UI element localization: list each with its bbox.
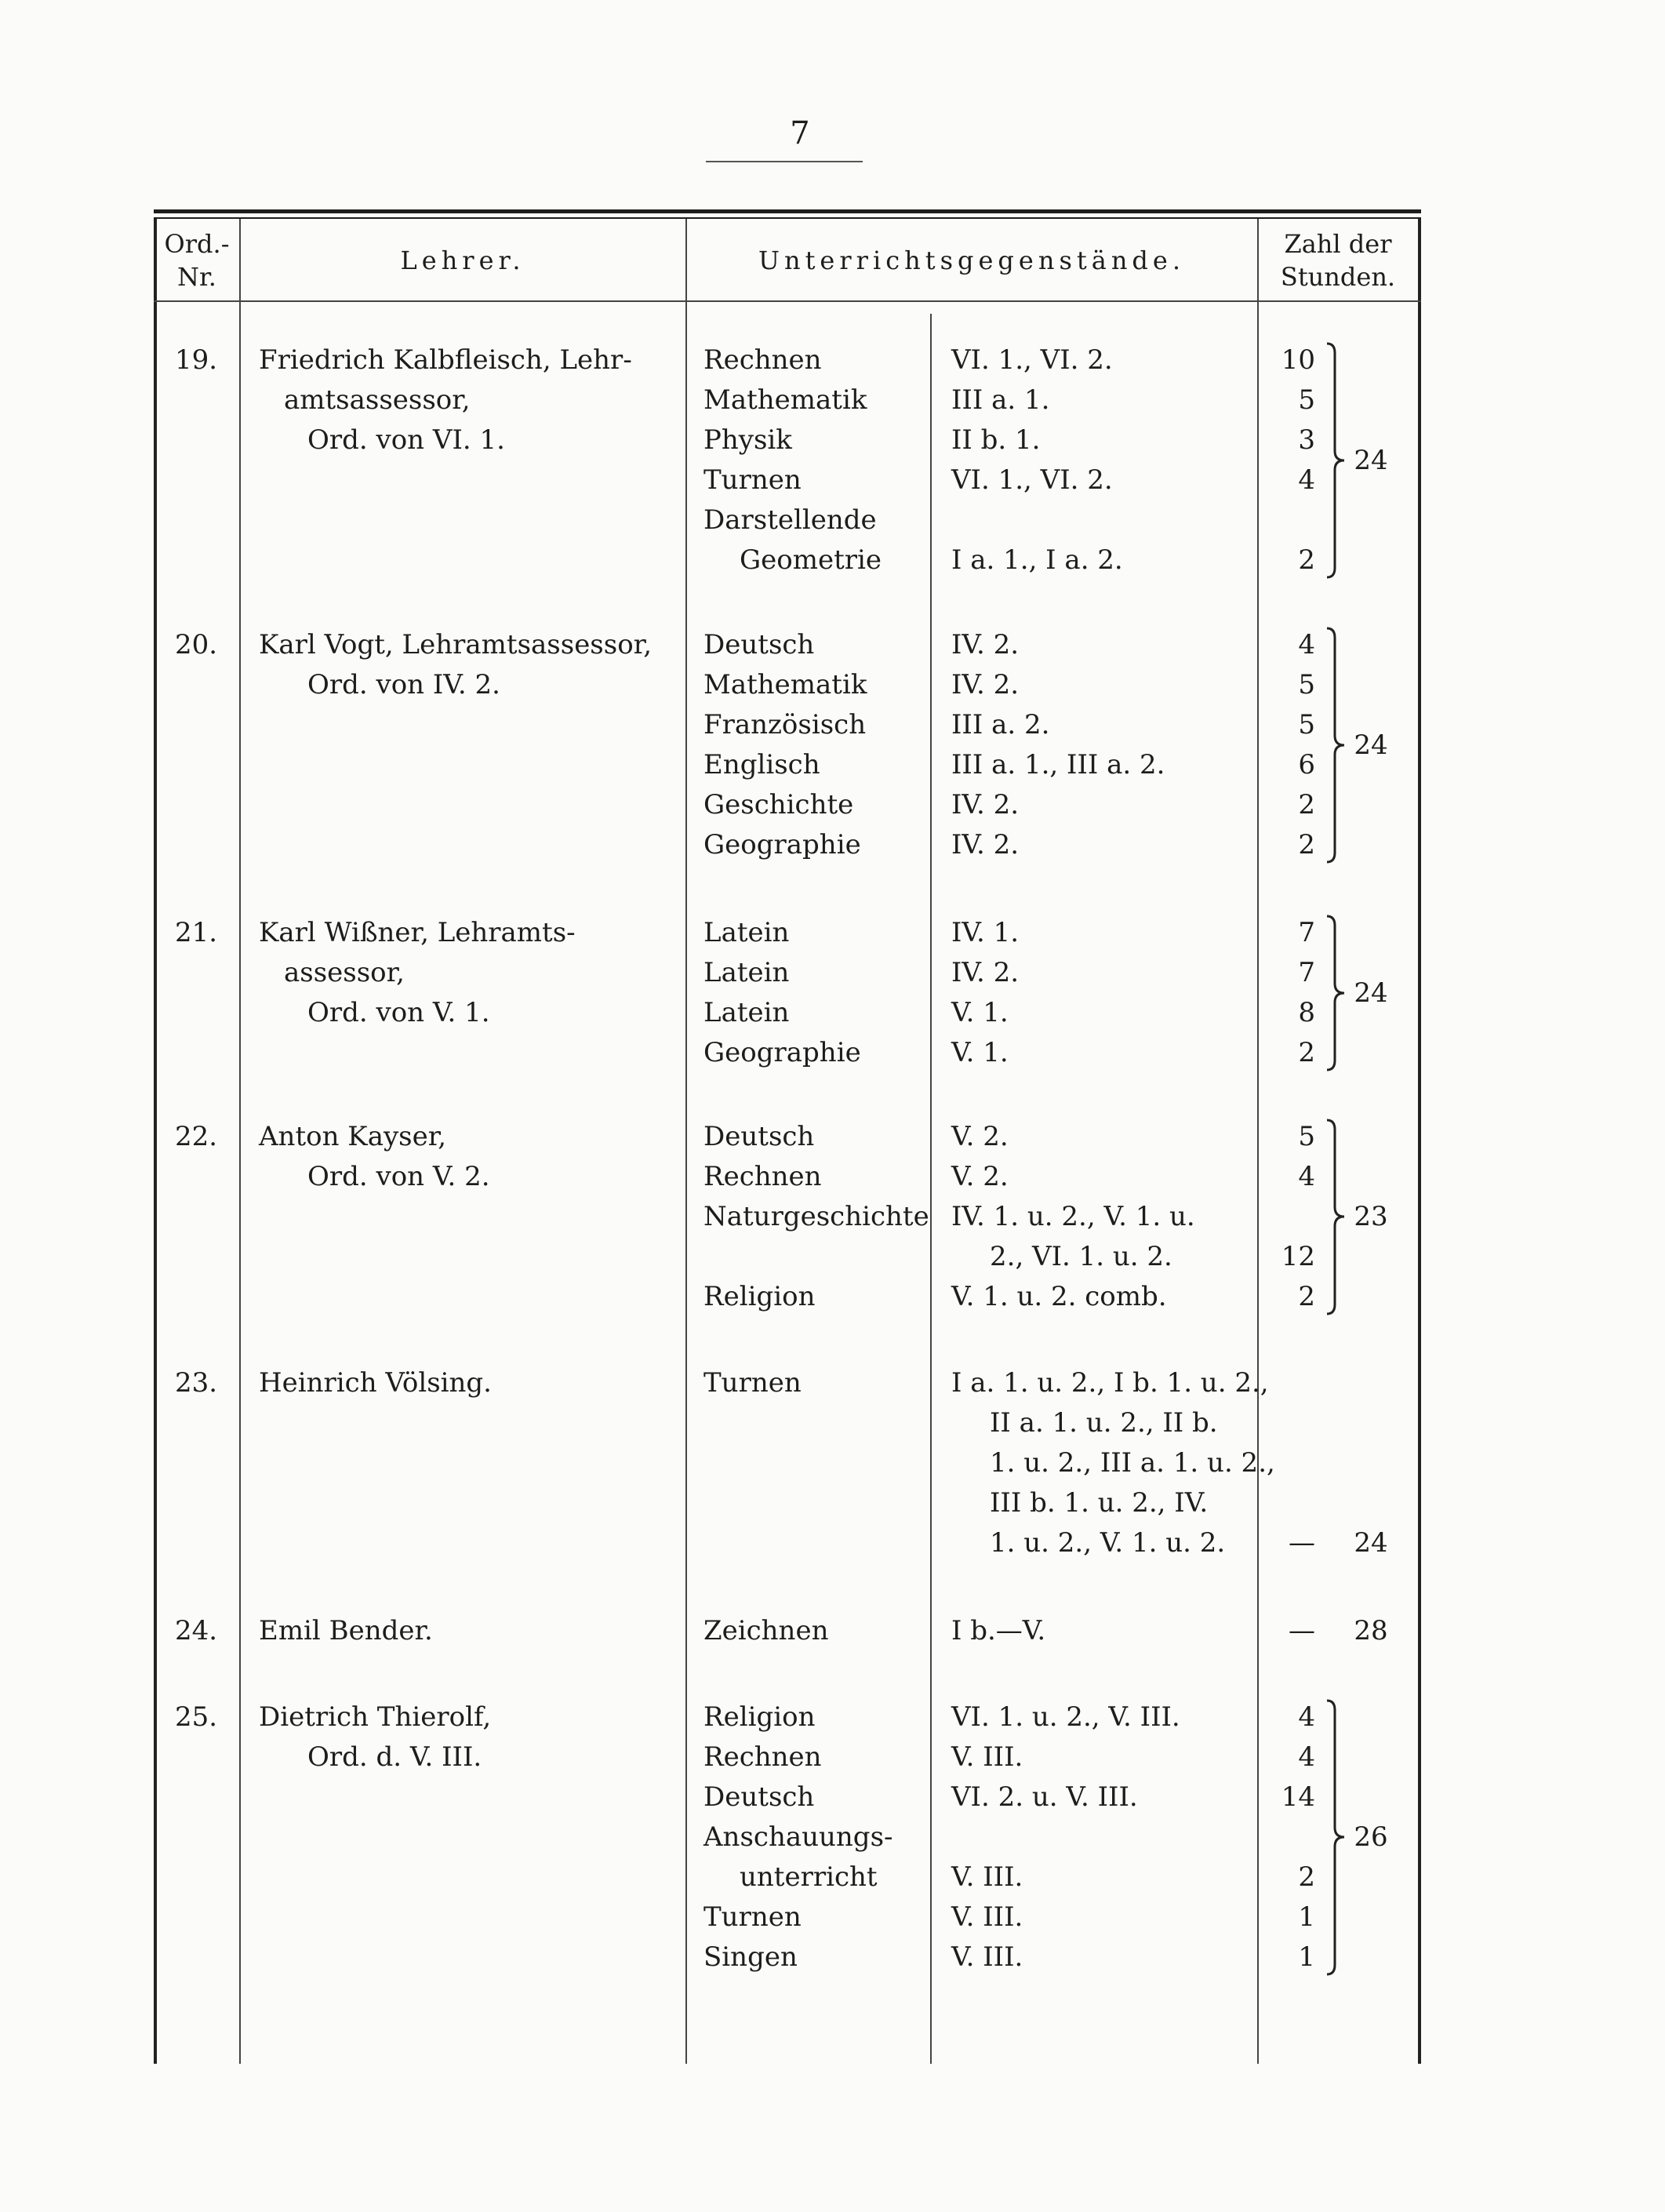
hours: 3 xyxy=(1298,424,1315,456)
class: IV. 2. xyxy=(951,669,1020,700)
class: V. 2. xyxy=(951,1121,1009,1152)
entry-number: 25. xyxy=(174,1701,218,1733)
teacher-title-line: assessor, xyxy=(284,957,405,988)
class: VI. 1. u. 2., V. III. xyxy=(951,1701,1180,1733)
class-continued: III b. 1. u. 2., IV. xyxy=(990,1487,1209,1519)
hours: 4 xyxy=(1298,464,1315,496)
col-divider-nr xyxy=(239,219,241,2064)
hours: 1 xyxy=(1298,1941,1315,1973)
subject: Englisch xyxy=(703,749,820,780)
class: V. III. xyxy=(951,1861,1023,1893)
header-hours xyxy=(1259,227,1417,293)
teacher-name-line: Karl Vogt, Lehramtsassessor, xyxy=(259,629,653,660)
class: IV. 1. u. 2., V. 1. u. xyxy=(951,1201,1195,1232)
hours: 10 xyxy=(1281,344,1315,376)
hours: 2 xyxy=(1298,1861,1315,1893)
class: III a. 1. xyxy=(951,384,1050,416)
page-number-rule xyxy=(706,161,863,162)
subject: Rechnen xyxy=(703,1741,822,1773)
class: I b.—V. xyxy=(951,1615,1046,1646)
hours: 4 xyxy=(1298,629,1315,660)
hours: 2 xyxy=(1298,544,1315,576)
teacher-ordinarius-line: Ord. von IV. 2. xyxy=(307,669,500,700)
subject: Turnen xyxy=(703,1367,802,1399)
total-hours: 23 xyxy=(1354,1201,1388,1232)
header-subjects: Unterrichtsgegenstände. xyxy=(758,246,1186,275)
subject: Geometrie xyxy=(740,544,882,576)
table-left-border xyxy=(154,219,157,2064)
hours: 14 xyxy=(1281,1781,1315,1813)
class: V. III. xyxy=(951,1901,1023,1933)
subject: Geographie xyxy=(703,1037,861,1068)
table-right-border xyxy=(1418,219,1421,2064)
subject: Turnen xyxy=(703,1901,802,1933)
class: VI. 2. u. V. III. xyxy=(951,1781,1138,1813)
entry-number: 21. xyxy=(174,917,218,948)
subject: Anschauungs- xyxy=(703,1821,893,1853)
hours: 2 xyxy=(1298,1037,1315,1068)
teacher-name-line: Heinrich Völsing. xyxy=(259,1367,492,1399)
class-continued: 1. u. 2., V. 1. u. 2. xyxy=(990,1527,1226,1559)
col-divider-hours xyxy=(1257,219,1259,2064)
teacher-ordinarius-line: Ord. von V. 2. xyxy=(307,1161,490,1192)
subject: Deutsch xyxy=(703,1121,815,1152)
class: I a. 1. u. 2., I b. 1. u. 2., xyxy=(951,1367,1269,1399)
class: V. III. xyxy=(951,1941,1023,1973)
class: V. 1. xyxy=(951,997,1009,1028)
entry-number: 22. xyxy=(174,1121,218,1152)
teacher-ordinarius-line: Ord. d. V. III. xyxy=(307,1741,482,1773)
subject: Rechnen xyxy=(703,344,822,376)
teacher-name-line: Friedrich Kalbfleisch, Lehr- xyxy=(259,344,632,376)
class: IV. 2. xyxy=(951,629,1020,660)
subject: unterricht xyxy=(740,1861,878,1893)
hours: 7 xyxy=(1298,917,1315,948)
total-hours: 28 xyxy=(1354,1615,1388,1646)
subject: Mathematik xyxy=(703,669,867,700)
teacher-title-line: amtsassessor, xyxy=(284,384,471,416)
total-hours: 24 xyxy=(1354,729,1388,761)
class: IV. 2. xyxy=(951,789,1020,820)
subject: Physik xyxy=(703,424,792,456)
class: V. 1. u. 2. comb. xyxy=(951,1281,1167,1312)
entry-number: 19. xyxy=(174,344,218,376)
hours: 5 xyxy=(1298,1121,1315,1152)
teacher-name-line: Karl Wißner, Lehramts- xyxy=(259,917,576,948)
hours: 6 xyxy=(1298,749,1315,780)
header-hours-line1: Zahl der xyxy=(1284,229,1392,259)
hours: 2 xyxy=(1298,789,1315,820)
subject: Turnen xyxy=(703,464,802,496)
subject: Rechnen xyxy=(703,1161,822,1192)
subject: Singen xyxy=(703,1941,798,1973)
hours: 5 xyxy=(1298,709,1315,740)
teacher-ordinarius-line: Ord. von VI. 1. xyxy=(307,424,505,456)
hours: 4 xyxy=(1298,1701,1315,1733)
total-hours: 24 xyxy=(1354,1527,1388,1559)
teacher-name-line: Anton Kayser, xyxy=(259,1121,447,1152)
hours: — xyxy=(1289,1615,1315,1646)
header-ord-line1: Ord.- xyxy=(164,229,230,259)
class: VI. 1., VI. 2. xyxy=(951,344,1113,376)
subject: Naturgeschichte xyxy=(703,1201,929,1232)
class-continued: 1. u. 2., III a. 1. u. 2., xyxy=(990,1447,1275,1479)
total-hours: 26 xyxy=(1354,1821,1388,1853)
subject: Deutsch xyxy=(703,1781,815,1813)
subject: Darstellende xyxy=(703,504,877,536)
header-hours-line2: Stunden. xyxy=(1280,262,1396,292)
hours: — xyxy=(1289,1527,1315,1559)
hours: 8 xyxy=(1298,997,1315,1028)
teacher-name-line: Emil Bender. xyxy=(259,1615,433,1646)
hours: 4 xyxy=(1298,1741,1315,1773)
table-top-rule xyxy=(154,209,1421,213)
subject: Zeichnen xyxy=(703,1615,829,1646)
entry-number: 20. xyxy=(174,629,218,660)
hours: 4 xyxy=(1298,1161,1315,1192)
subject: Deutsch xyxy=(703,629,815,660)
subject: Latein xyxy=(703,917,790,948)
hours: 5 xyxy=(1298,384,1315,416)
subject: Mathematik xyxy=(703,384,867,416)
hours: 2 xyxy=(1298,1281,1315,1312)
header-ord-nr xyxy=(155,227,238,293)
page-number: 7 xyxy=(790,115,810,151)
class: III a. 1., III a. 2. xyxy=(951,749,1165,780)
col-divider-subject xyxy=(930,314,932,2064)
subject: Latein xyxy=(703,997,790,1028)
teacher-ordinarius-line: Ord. von V. 1. xyxy=(307,997,490,1028)
hours: 7 xyxy=(1298,957,1315,988)
subject: Religion xyxy=(703,1281,816,1312)
entry-number: 24. xyxy=(174,1615,218,1646)
total-hours: 24 xyxy=(1354,977,1388,1009)
col-divider-teacher xyxy=(685,219,687,2064)
hours: 12 xyxy=(1281,1241,1315,1272)
class: III a. 2. xyxy=(951,709,1050,740)
hours: 5 xyxy=(1298,669,1315,700)
class: II b. 1. xyxy=(951,424,1041,456)
teacher-name-line: Dietrich Thierolf, xyxy=(259,1701,492,1733)
total-hours: 24 xyxy=(1354,445,1388,476)
subject: Geographie xyxy=(703,829,861,860)
subject: Geschichte xyxy=(703,789,854,820)
class: IV. 2. xyxy=(951,829,1020,860)
class: V. III. xyxy=(951,1741,1023,1773)
class: V. 2. xyxy=(951,1161,1009,1192)
subject: Religion xyxy=(703,1701,816,1733)
hours: 1 xyxy=(1298,1901,1315,1933)
class: VI. 1., VI. 2. xyxy=(951,464,1113,496)
subject: Französisch xyxy=(703,709,867,740)
header-ord-line2: Nr. xyxy=(177,262,216,292)
class: I a. 1., I a. 2. xyxy=(951,544,1123,576)
hours: 2 xyxy=(1298,829,1315,860)
class: IV. 1. xyxy=(951,917,1020,948)
header-bottom-rule xyxy=(154,300,1421,302)
class: IV. 2. xyxy=(951,957,1020,988)
class-continued: 2., VI. 1. u. 2. xyxy=(990,1241,1172,1272)
table-top-rule-thin xyxy=(154,217,1421,219)
subject: Latein xyxy=(703,957,790,988)
class-continued: II a. 1. u. 2., II b. xyxy=(990,1407,1218,1439)
header-teacher: Lehrer. xyxy=(400,246,525,275)
entry-number: 23. xyxy=(174,1367,218,1399)
class: V. 1. xyxy=(951,1037,1009,1068)
